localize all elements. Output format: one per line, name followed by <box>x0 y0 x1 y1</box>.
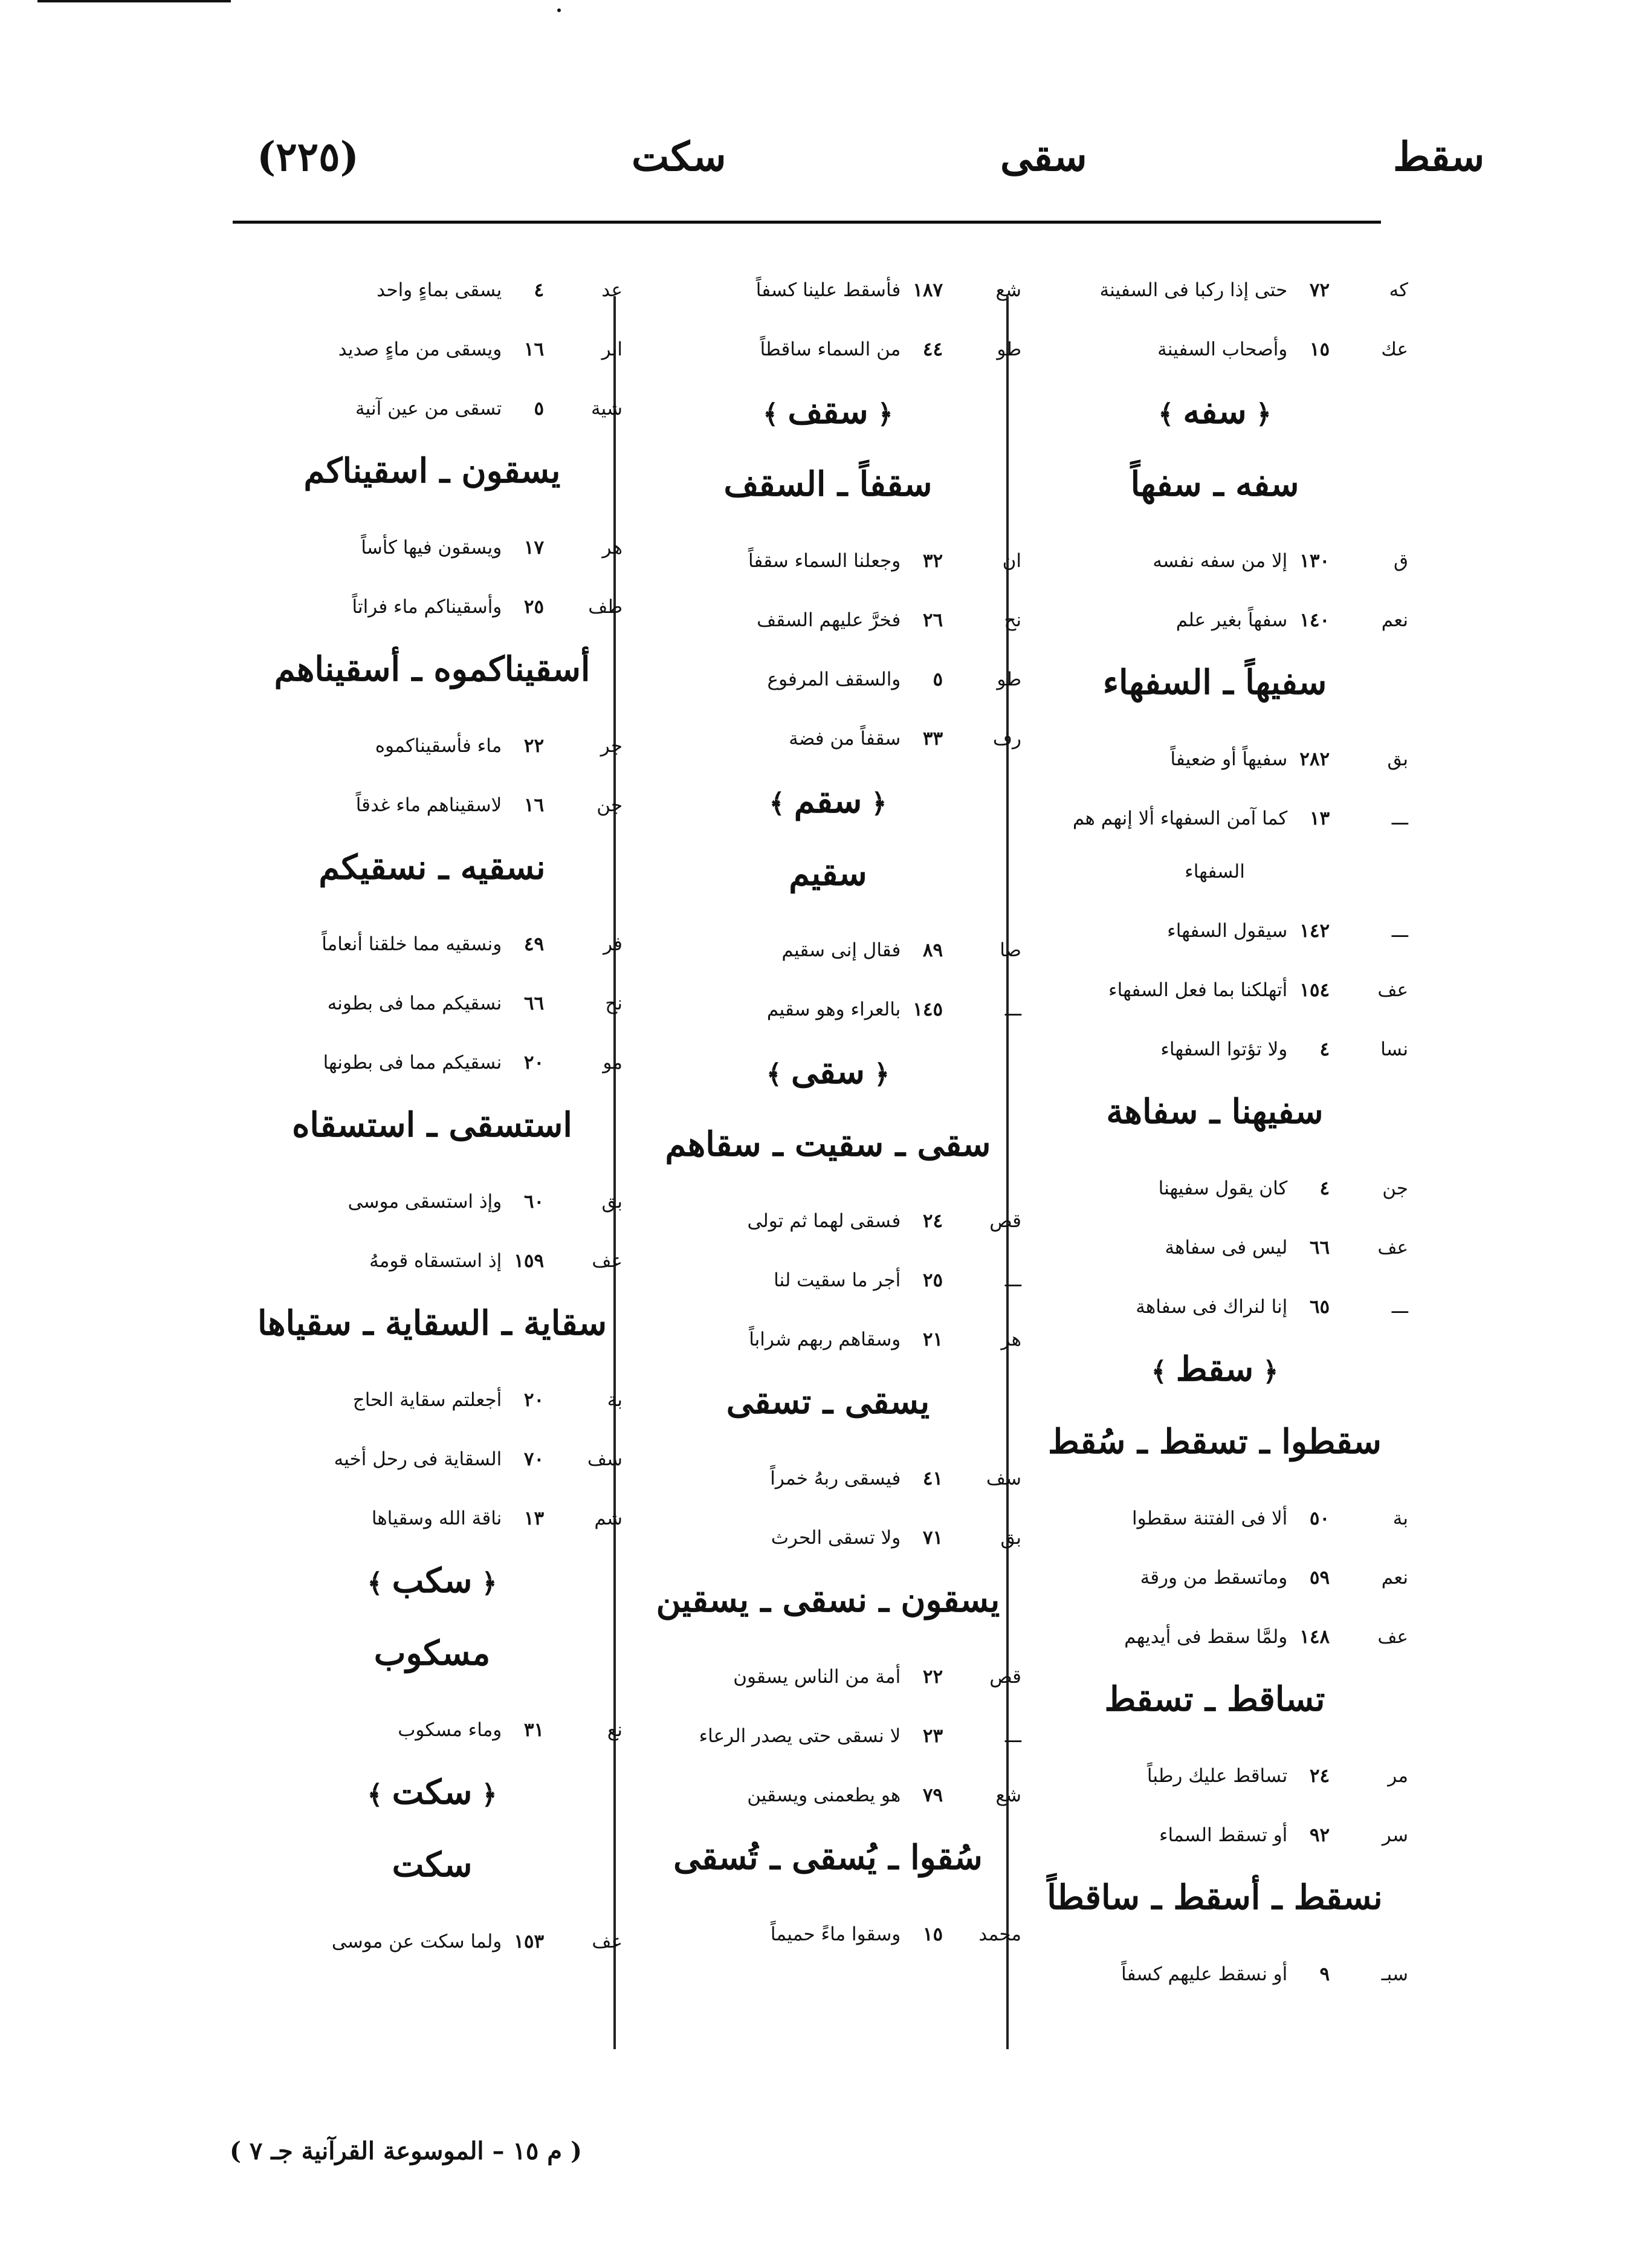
verse-text: ليس فى سفاهة <box>1165 1237 1288 1259</box>
verse-entry <box>1021 1295 1408 1319</box>
verse-entry <box>1021 1566 1408 1590</box>
surah-ref: هر <box>602 537 622 559</box>
surah-ref: بق <box>1387 748 1408 770</box>
root-word: سكب <box>392 1561 473 1601</box>
verse-number: ٢٨٢ <box>1299 748 1330 770</box>
verse-number: ٥ <box>933 669 943 690</box>
ornament-icon: ﴾ <box>769 788 794 819</box>
verse-entry <box>242 793 622 817</box>
word-form-heading: يسقون ـ اسقيناكم <box>303 451 561 491</box>
surah-ref: جن <box>597 794 622 816</box>
root-heading <box>242 1560 622 1605</box>
verse-number: ١٤٥ <box>913 999 943 1020</box>
verse-number: ٥٩ <box>1309 1567 1330 1589</box>
surah-ref: سف <box>986 1468 1021 1489</box>
verse-number: ١٥ <box>922 1923 943 1945</box>
verse-number: ٢٤ <box>1309 1765 1330 1787</box>
verse-entry <box>242 932 622 956</box>
verse-number: ١٥٤ <box>1299 979 1330 1001</box>
verse-text: فسقى لهما ثم تولى <box>747 1210 901 1232</box>
verse-text: ولمَّا سقط فى أيديهم <box>1124 1626 1288 1648</box>
surah-ref: عد <box>601 279 622 301</box>
ornament-icon: ﴿ <box>868 399 893 430</box>
surah-ref: ـــ <box>1391 920 1408 942</box>
verse-number: ٢٥ <box>523 596 545 618</box>
root-word: سقى <box>791 1052 865 1092</box>
verse-entry <box>635 549 1021 573</box>
verse-text: والسقف المرفوع <box>767 669 901 690</box>
surah-ref: شم <box>594 1508 622 1529</box>
verse-text: فأسقط علينا كسفاً <box>755 279 901 301</box>
verse-number: ٤ <box>1319 1178 1330 1199</box>
surah-ref: ـــ <box>1004 1269 1021 1291</box>
verse-entry <box>1021 1625 1408 1649</box>
verse-text: تساقط عليك رطباً <box>1146 1765 1288 1787</box>
verse-number: ٦٦ <box>523 993 545 1014</box>
verse-text: فخرَّ عليهم السقف <box>757 609 901 631</box>
verse-number: ٤١ <box>922 1468 943 1489</box>
surah-ref: نح <box>605 993 622 1014</box>
verse-text: فيسقى ربهُ خمراً <box>770 1468 901 1489</box>
surah-ref: نح <box>1004 609 1021 631</box>
page-header <box>233 127 1485 199</box>
verse-entry <box>242 734 622 758</box>
verse-number: ٧٠ <box>523 1448 545 1470</box>
verse-entry <box>635 938 1021 962</box>
verse-text: لاسقيناهم ماء غدقاً <box>355 794 502 816</box>
root-word: سفه <box>1183 392 1247 432</box>
verse-text: إذ استسقاه قومهُ <box>369 1250 502 1272</box>
verse-entry <box>1021 747 1408 771</box>
verse-entry <box>635 278 1021 302</box>
verse-entry <box>1021 278 1408 302</box>
surah-ref: بة <box>1392 1508 1408 1529</box>
verse-entry <box>1021 1236 1408 1260</box>
verse-entry <box>242 1388 622 1412</box>
root-word: سكت <box>392 1772 473 1812</box>
verse-entry <box>635 1526 1021 1550</box>
verse-text: سقفاً من فضة <box>789 728 901 750</box>
verse-entry <box>635 1209 1021 1233</box>
verse-text: بالعراء وهو سقيم <box>766 999 901 1020</box>
verse-entry <box>1021 806 1408 831</box>
verse-number: ٢٢ <box>523 735 545 757</box>
surah-ref: ـــ <box>1004 1725 1021 1747</box>
ornament-icon: ﴿ <box>864 1059 890 1090</box>
verse-number: ١٥٣ <box>514 1931 545 1952</box>
verse-number: ٣١ <box>523 1719 545 1741</box>
word-form-heading: استسقى ـ استسقاه <box>292 1105 572 1145</box>
word-form-heading: سقطوا ـ تسقط ـ سُقط <box>1048 1422 1382 1462</box>
verse-text: وأسقيناكم ماء فراتاً <box>352 596 502 618</box>
verse-text: وماء مسكوب <box>398 1719 502 1741</box>
ornament-icon: ﴾ <box>367 1780 392 1810</box>
verse-number: ١٥ <box>1309 339 1330 360</box>
header-left-word: سكت <box>632 133 726 180</box>
verse-number: ١٣ <box>523 1508 545 1529</box>
verse-entry <box>242 1506 622 1531</box>
word-form-heading: يسقى ـ تسقى <box>726 1382 930 1422</box>
verse-entry <box>242 595 622 619</box>
verse-text: نسقيكم مما فى بطونها <box>323 1052 502 1074</box>
word-form-heading: سُقوا ـ يُسقى ـ تُسقى <box>673 1838 983 1878</box>
surah-ref: بق <box>601 1191 622 1213</box>
top-edge-line <box>37 0 231 2</box>
root-word: سقم <box>794 781 862 821</box>
verse-entry <box>1021 337 1408 361</box>
verse-entry <box>1021 1764 1408 1788</box>
surah-ref: ق <box>1393 550 1408 572</box>
surah-ref: محمد <box>978 1923 1021 1945</box>
ornament-icon: ﴾ <box>766 1059 792 1090</box>
surah-ref: جن <box>1382 1178 1408 1199</box>
verse-text: إلا من سفه نفسه <box>1153 550 1288 572</box>
ornament-icon: ﴾ <box>763 399 788 430</box>
word-form-heading: سقاية ـ السقاية ـ سقياها <box>257 1303 607 1343</box>
verse-text: أتهلكنا بما فعل السفهاء <box>1108 979 1288 1001</box>
word-form-heading: سفيهاً ـ السفهاء <box>1102 663 1327 702</box>
surah-ref: شع <box>995 279 1021 301</box>
surah-ref: قص <box>989 1210 1021 1232</box>
verse-text: أو نسقط عليهم كسفاً <box>1121 1963 1288 1985</box>
surah-ref: شع <box>995 1784 1021 1806</box>
verse-entry <box>635 1724 1021 1748</box>
verse-text: فقال إنى سقيم <box>781 939 901 961</box>
ornament-icon: ﴾ <box>1151 1356 1176 1387</box>
verse-text: حتى إذا ركبا فى السفينة <box>1099 279 1288 301</box>
surah-ref: شية <box>591 398 622 420</box>
verse-entry <box>242 991 622 1016</box>
verse-number: ٦٥ <box>1309 1296 1330 1318</box>
verse-entry <box>242 1718 622 1742</box>
root-heading <box>635 1051 1021 1096</box>
verse-number: ٦٦ <box>1309 1237 1330 1259</box>
ornament-icon: ﴿ <box>1253 1356 1279 1387</box>
verse-number: ١٣٠ <box>1299 550 1330 572</box>
surah-ref: عف <box>1377 979 1408 1001</box>
verse-text: ولما سكت عن موسى <box>331 1931 502 1952</box>
surah-ref: عف <box>1377 1237 1408 1259</box>
verse-entry <box>635 1665 1021 1689</box>
verse-text: وسقوا ماءً حميماً <box>770 1923 901 1945</box>
word-form-heading: سقيم <box>789 854 867 893</box>
verse-text: وأصحاب السفينة <box>1157 339 1288 360</box>
verse-number: ١٦ <box>523 794 545 816</box>
verse-number: ٩ <box>1319 1963 1330 1985</box>
verse-number: ٤٩ <box>523 933 545 955</box>
root-word: سقط <box>1175 1349 1254 1389</box>
surah-ref: عف <box>1377 1626 1408 1648</box>
word-form-heading: سكت <box>392 1845 473 1885</box>
verse-text: ماء فأسقيناكموه <box>375 735 502 757</box>
verse-number: ٢٢ <box>922 1666 943 1688</box>
verse-number: ٤ <box>534 279 545 301</box>
verse-text: أمة من الناس يسقون <box>733 1666 901 1688</box>
word-form-heading: سقفاً ـ السقف <box>723 464 933 504</box>
ornament-icon: ﴾ <box>367 1568 392 1599</box>
page-footer: ( م ١٥ – الموسوعة القرآنية جـ ٧ ) <box>230 2137 582 2165</box>
verse-text: ونسقيه مما خلقنا أنعاماً <box>322 933 502 955</box>
scan-speck <box>557 8 561 12</box>
surah-ref: نعم <box>1381 1567 1408 1589</box>
verse-text: يسقى بماءٍ واحد <box>377 279 502 301</box>
surah-ref: فر <box>603 933 622 955</box>
verse-text: أو تسقط السماء <box>1159 1824 1288 1846</box>
surah-ref: رف <box>992 728 1021 750</box>
header-rule <box>233 221 1381 224</box>
surah-ref: عف <box>592 1250 622 1272</box>
root-heading <box>1021 1348 1408 1393</box>
surah-ref: نسا <box>1380 1038 1408 1060</box>
word-form-heading: تساقط ـ تسقط <box>1104 1679 1325 1719</box>
surah-ref: جر <box>600 735 622 757</box>
surah-ref: مو <box>603 1052 622 1074</box>
verse-entry <box>635 1783 1021 1807</box>
verse-text: وماتسقط من ورقة <box>1140 1567 1288 1589</box>
verse-text: كان يقول سفيهنا <box>1158 1178 1288 1199</box>
word-form-heading: أسقيناكموه ـ أسقيناهم <box>274 649 590 689</box>
surah-ref: سر <box>1382 1824 1408 1846</box>
page-number: (٢٢٥) <box>257 133 359 180</box>
surah-ref: سبـ <box>1381 1963 1408 1985</box>
verse-number: ١٦ <box>523 339 545 360</box>
verse-entry <box>1021 549 1408 573</box>
verse-text: من السماء ساقطاً <box>760 339 901 360</box>
verse-text: أجر ما سقيت لنا <box>774 1269 901 1291</box>
surah-ref: طف <box>588 596 622 618</box>
root-heading <box>635 780 1021 825</box>
verse-number: ١٨٧ <box>913 279 943 301</box>
word-form-heading: سفيهنا ـ سفاهة <box>1106 1092 1324 1132</box>
verse-entry <box>242 1190 622 1214</box>
verse-number: ١٤٠ <box>1299 609 1330 631</box>
verse-text: إنا لنراك فى سفاهة <box>1136 1296 1288 1318</box>
verse-text: تسقى من عين آنية <box>355 398 502 420</box>
verse-entry <box>242 1051 622 1075</box>
verse-entry <box>635 667 1021 692</box>
verse-number: ٧٩ <box>922 1784 943 1806</box>
verse-entry <box>1021 1962 1408 1986</box>
verse-number: ١٤٨ <box>1299 1626 1330 1648</box>
verse-number: ٨٩ <box>922 939 943 961</box>
verse-text: نسقيكم مما فى بطونه <box>327 993 502 1014</box>
surah-ref: عف <box>592 1931 622 1952</box>
verse-entry <box>242 1447 622 1471</box>
verse-text: سفهاً بغير علم <box>1175 609 1288 631</box>
verse-entry <box>242 536 622 560</box>
verse-entry <box>1021 919 1408 943</box>
surah-ref: ـــ <box>1391 1296 1408 1318</box>
surah-ref: ان <box>1002 550 1021 572</box>
surah-ref: نع <box>607 1719 622 1741</box>
verse-number: ٣٣ <box>922 728 943 750</box>
verse-number: ٢٣ <box>922 1725 943 1747</box>
verse-entry <box>1021 608 1408 632</box>
verse-text: ولا تؤتوا السفهاء <box>1160 1038 1288 1060</box>
verse-number: ٦٠ <box>523 1191 545 1213</box>
verse-text: ولا تسقى الحرث <box>771 1527 901 1549</box>
verse-number: ٤ <box>1319 1038 1330 1060</box>
verse-text: ويسقون فيها كأساً <box>361 537 502 559</box>
verse-number: ٢٠ <box>523 1052 545 1074</box>
verse-entry <box>242 1249 622 1273</box>
verse-text: سيقول السفهاء <box>1167 920 1288 942</box>
verse-entry <box>635 1922 1021 1946</box>
verse-entry <box>635 337 1021 361</box>
verse-entry <box>1021 1823 1408 1847</box>
verse-entry <box>242 337 622 361</box>
surah-ref: مر <box>1388 1765 1408 1787</box>
ornament-icon: ﴾ <box>1158 399 1183 430</box>
verse-entry <box>242 1929 622 1954</box>
surah-ref: ـــ <box>1004 999 1021 1020</box>
verse-text: السقاية فى رحل أخيه <box>334 1448 502 1470</box>
verse-text: ويسقى من ماءٍ صديد <box>338 339 502 360</box>
verse-text: وإذ استسقى موسى <box>348 1191 502 1213</box>
verse-entry <box>635 608 1021 632</box>
surah-ref: طو <box>997 669 1021 690</box>
surah-ref: بق <box>1000 1527 1021 1549</box>
ornament-icon: ﴿ <box>472 1780 497 1810</box>
verse-entry <box>635 1466 1021 1491</box>
verse-number: ٧٢ <box>1309 279 1330 301</box>
root-heading <box>1021 390 1408 436</box>
ornament-icon: ﴿ <box>862 788 887 819</box>
surah-ref: طو <box>997 339 1021 360</box>
verse-number: ١٥٩ <box>514 1250 545 1272</box>
verse-text: وجعلنا السماء سقفاً <box>748 550 901 572</box>
root-heading <box>635 390 1021 436</box>
surah-ref: ـــ <box>1391 808 1408 829</box>
verse-text: كما آمن السفهاء ألا إنهم هم <box>1072 808 1288 829</box>
verse-text: ألا فى الفتنة سقطوا <box>1131 1508 1288 1529</box>
surah-ref: صا <box>1000 939 1021 961</box>
root-heading <box>242 1771 622 1816</box>
verse-entry <box>1021 1176 1408 1200</box>
verse-number: ٢٥ <box>922 1269 943 1291</box>
word-form-heading: مسكوب <box>373 1633 491 1673</box>
verse-number: ٥٠ <box>1309 1508 1330 1529</box>
verse-number: ٢٠ <box>523 1389 545 1411</box>
verse-text: ناقة الله وسقياها <box>371 1508 502 1529</box>
surah-ref: هر <box>1001 1329 1021 1350</box>
verse-entry <box>635 1327 1021 1352</box>
verse-number: ٩٢ <box>1309 1824 1330 1846</box>
verse-number: ١٧ <box>523 537 545 559</box>
verse-number: ٢٦ <box>922 609 943 631</box>
surah-ref: عك <box>1381 339 1408 360</box>
verse-continuation: السفهاء <box>1185 861 1245 883</box>
surah-ref: قص <box>989 1666 1021 1688</box>
root-word: سقف <box>787 392 868 432</box>
surah-ref: ابر <box>601 339 622 360</box>
verse-text: لا نسقى حتى يصدر الرعاء <box>699 1725 901 1747</box>
verse-text: سفيهاً أو ضعيفاً <box>1170 748 1288 770</box>
verse-entry <box>1021 978 1408 1002</box>
verse-text: أجعلتم سقاية الحاج <box>352 1389 502 1411</box>
header-right-word: سقط <box>1393 133 1485 180</box>
ornament-icon: ﴿ <box>472 1568 497 1599</box>
verse-text: هو يطعمنى ويسقين <box>747 1784 901 1806</box>
ornament-icon: ﴿ <box>1246 399 1272 430</box>
verse-number: ٢٤ <box>922 1210 943 1232</box>
verse-number: ١٤٢ <box>1299 920 1330 942</box>
word-form-heading: سقى ـ سقيت ـ سقاهم <box>665 1124 991 1164</box>
verse-entry <box>635 727 1021 751</box>
word-form-heading: نسقيه ـ نسقيكم <box>319 847 546 887</box>
verse-entry <box>242 397 622 421</box>
word-form-heading: سفه ـ سفهاً <box>1130 464 1299 504</box>
verse-number: ٥ <box>534 398 545 420</box>
verse-number: ٤٤ <box>922 339 943 360</box>
verse-entry <box>635 1268 1021 1292</box>
verse-entry <box>635 997 1021 1022</box>
verse-number: ٣٢ <box>922 550 943 572</box>
verse-number: ٧١ <box>922 1527 943 1549</box>
verse-entry <box>242 278 622 302</box>
surah-ref: كه <box>1389 279 1408 301</box>
verse-text: وسقاهم ربهم شراباً <box>749 1329 901 1350</box>
verse-number: ٢١ <box>922 1329 943 1350</box>
surah-ref: سف <box>587 1448 622 1470</box>
word-form-heading: نسقط ـ أسقط ـ ساقطاً <box>1047 1878 1383 1917</box>
verse-entry <box>1021 1506 1408 1531</box>
surah-ref: نعم <box>1381 609 1408 631</box>
header-middle-word: سقى <box>1000 133 1087 180</box>
surah-ref: بة <box>607 1389 622 1411</box>
verse-number: ١٣ <box>1309 808 1330 829</box>
word-form-heading: يسقون ـ نسقى ـ يسقين <box>656 1580 1000 1620</box>
verse-entry <box>1021 1037 1408 1061</box>
